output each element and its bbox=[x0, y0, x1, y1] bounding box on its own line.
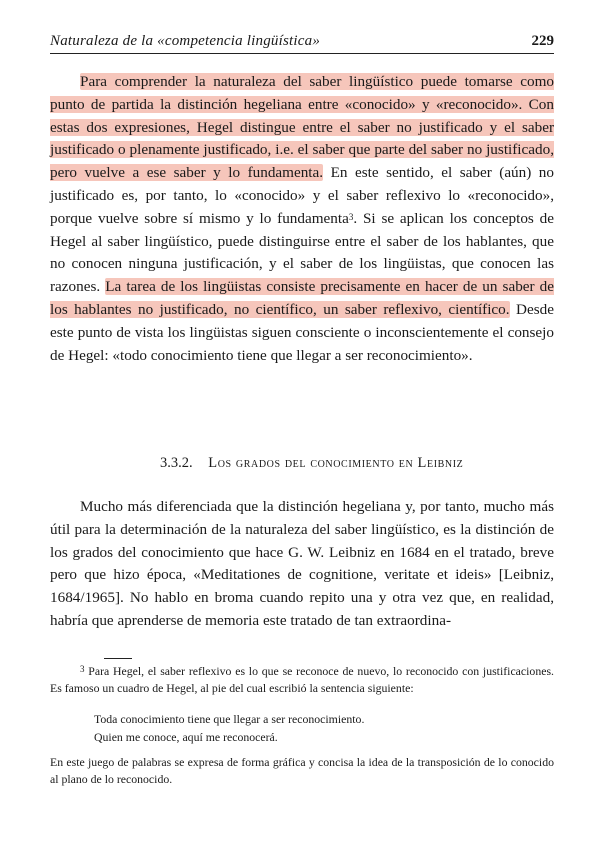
quote-line: Toda conocimiento tiene que llegar a ser reconocimiento. bbox=[94, 712, 365, 726]
paragraph: Mucho más diferenciada que la distinción hegeliana y, por tanto, mucho más útil para la determinación de la naturaleza del saber lingüístico, es la distinción de los grados del conocimiento que hace G. W. Leibniz en 1684 en el tratado, breve pero que hizo época, «Meditationes de cognitione, veritate et ideis» [Leibniz, 1684/1965]. No hablo en broma cuando repito una y otra vez que, en realidad, habría que aprenderse de memoria este tratado de tan extraordina- bbox=[50, 498, 554, 629]
section-number: 3.3.2. bbox=[160, 455, 193, 471]
paragraph-text: . Si se aplican los conceptos de Hegel al saber lingüístico, puede distinguirse entre el saber de los hablantes, que no conocen ninguna justificación, y el saber de los lingüistas, que conocen las razones. bbox=[50, 209, 554, 296]
highlighted-passage: Para comprender la naturaleza del saber lingüístico puede tomarse como punto de partida la distinción hegeliana entre «conocido» y «reconocido». Con estas dos expresiones, Hegel distingue entre el saber no justificado y el saber justificado o plenamente justificado, i.e. el saber que parte del saber no justificado, pero vuelve a ese saber y lo fundamenta. bbox=[50, 73, 554, 182]
page-number: 229 bbox=[531, 33, 554, 49]
section-title: Los grados del conocimiento en Leibniz bbox=[208, 455, 464, 471]
footnote-quote bbox=[94, 710, 554, 746]
footnote-number: 3 bbox=[80, 664, 85, 674]
footnote-reference: 3 bbox=[348, 211, 354, 222]
paragraph-text: En este sentido, el saber (aún) no justificado es, por tanto, lo «conocido» y el saber reflexivo lo «reconocido», porque vuelve sobre sí mismo y lo fundamenta bbox=[50, 164, 554, 227]
running-title: Naturaleza de la «competencia lingüística» bbox=[50, 33, 321, 49]
footnote-body: Para Hegel, el saber reflexivo es lo que se reconoce de nuevo, lo reconocido con justificaciones. Es famoso un cuadro de Hegel, al pie del cual escribió la sentencia siguiente: bbox=[50, 664, 554, 695]
paragraph-leibniz bbox=[50, 496, 554, 633]
quote-line: Quien me conoce, aquí me reconocerá. bbox=[94, 730, 278, 744]
paragraph-text: Desde este punto de vista los lingüistas siguen consciente o inconscientemente el consejo de Hegel: «todo conocimiento tiene que llegar a ser reconocimiento». bbox=[50, 300, 554, 364]
footnote-divider bbox=[104, 658, 132, 659]
footnote-closing: En este juego de palabras se expresa de forma gráfica y concisa la idea de la transposición de lo conocido al plano de lo reconocido. bbox=[50, 755, 554, 786]
running-header bbox=[50, 33, 554, 54]
paragraph bbox=[50, 71, 554, 367]
section-heading bbox=[160, 455, 560, 472]
footnote bbox=[50, 663, 554, 787]
highlighted-passage: La tarea de los lingüistas consiste precisamente en hacer de un saber de los hablantes no justificado, no científico, un saber reflexivo, científico. bbox=[50, 278, 554, 318]
paragraph-hegel bbox=[50, 71, 554, 367]
footnote-text bbox=[50, 663, 554, 696]
